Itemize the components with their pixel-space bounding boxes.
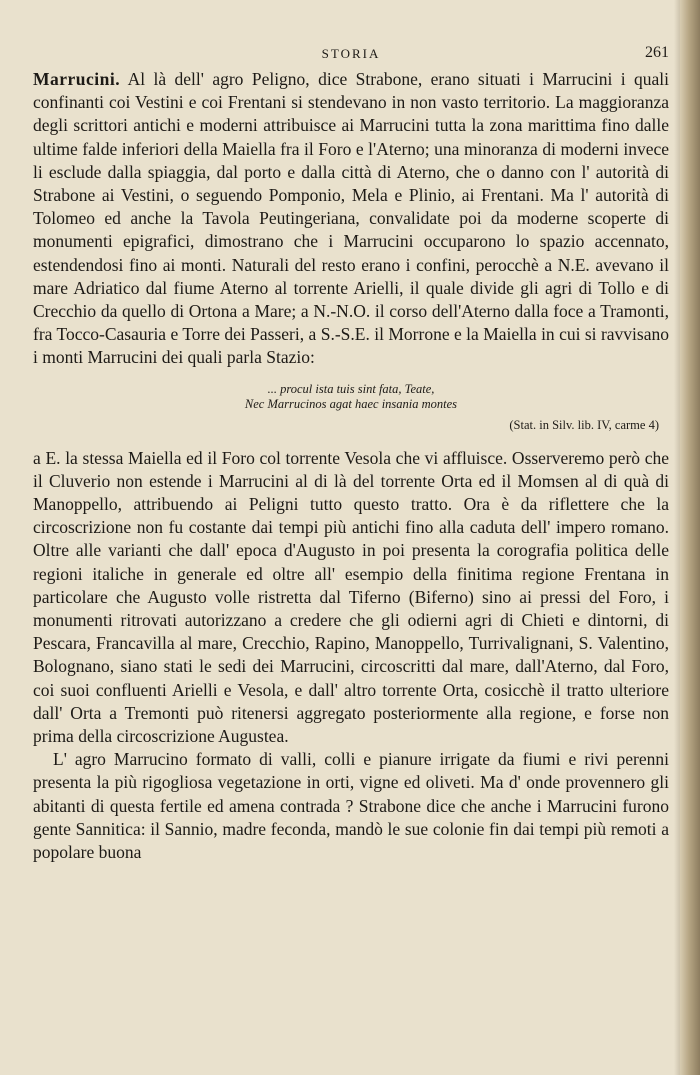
paragraph-marrucini [33,68,669,370]
quote-citation: (Stat. in Silv. lib. IV, carme 4) [509,417,659,432]
running-head [33,38,669,68]
paragraph-boundaries: a E. la stessa Maiella ed il Foro col torrente Vesola che vi affluisce. Osserveremo però che il Cluverio non estende i Marrucini al di là del torrente Orta ed il Momsen al di quà di Manoppello, attribuendo ai Peligni tutto questo tratto. Ora è da riflettere che la circoscrizione non fu costante dai tempi più antichi fino alla caduta dell' impero romano. Oltre alle varianti che dall' epoca d'Augusto in poi presenta la corografia politica delle regioni italiche in generale ed oltre all' esempio della finitima regione Frentana in particolare che Augusto volle ristretta dal Tiferno (Biferno) sino ai pressi del Foro, i monumenti ritrovati autorizzano a credere che gli odierni agri di Chieti e dintorni, di Pescara, Francavilla al mare, Crecchio, Rapino, Manoppello, Turrivalignani, S. Valentino, Bolognano, siano stati le sedi dei Marrucini, circoscritti dal mare, dall'Aterno, dal Foro, coi suoi confluenti Arielli e Vesola, e dall' altro torrente Orta, cosicchè il tratto ulteriore dall' Orta a Tremonti può ritenersi aggregato posteriormente alla regione, e forse non prima della circoscrizione Augustea. [33,447,669,747]
book-page [33,38,669,864]
page-edge [680,0,700,1075]
verse-quotation [33,382,669,412]
quote-line: Nec Marrucinos agat haec insania montes [244,396,458,411]
running-title: STORIA [321,46,381,61]
paragraph-agro: L' agro Marrucino formato di valli, colli e pianure irrigate da fiumi e rivi perenni presenta la più rigogliosa vegetazione in orti, vigne ed oliveti. Ma d' onde provennero gli abitanti di questa fertile ed amena contrada ? Strabone dice che anche i Marrucini furono gente Sannitica: il Sannio, madre feconda, mandò le sue colonie fin dai tempi più remoti a popolare buona [33,749,669,863]
section-heading: Marrucini. [33,69,121,89]
page-number: 261 [645,44,669,61]
paragraph-text: Al là dell' agro Peligno, dice Strabone, erano situati i Marrucini i quali confinanti coi Vestini e coi Frentani si stendevano in non vasto territorio. La maggioranza degli scrittori antichi e moderni attribuisce ai Marrucini tutta la zona marittima fino dalle ultime falde inferiori della Maiella fra il Foro e l'Aterno; una minoranza di moderni invece li esclude dalla spiaggia, dal porto e dalla città di Aterno, che o danno con l' autorità di Strabone ai Vestini, o seguendo Pomponio, Mela e Plinio, ai Frentani. Ma l' autorità di Tolomeo ed anche la Tavola Peutingeriana, convalidate poi da moderne scoperte di monumenti epigrafici, dimostrano che i Marrucini occuparono lo spazio accennato, estendendosi fino ai monti. Naturali del resto erano i confini, perocchè a N.E. avevano il mare Adriatico dal fiume Aterno al torrente Arielli, il quale divide gli agri di Tollo e di Crecchio da quello di Ortona a Mare; a N.-N.O. il corso dell'Aterno dalla foce a Tramonti, fra Tocco-Casauria e Torre dei Passeri, a S.-S.E. il Morrone e la Maiella in cui si ravvisano i monti Marrucini dei quali parla Stazio: [33,69,669,368]
quote-line: ... procul ista tuis sint fata, Teate, [267,381,435,396]
